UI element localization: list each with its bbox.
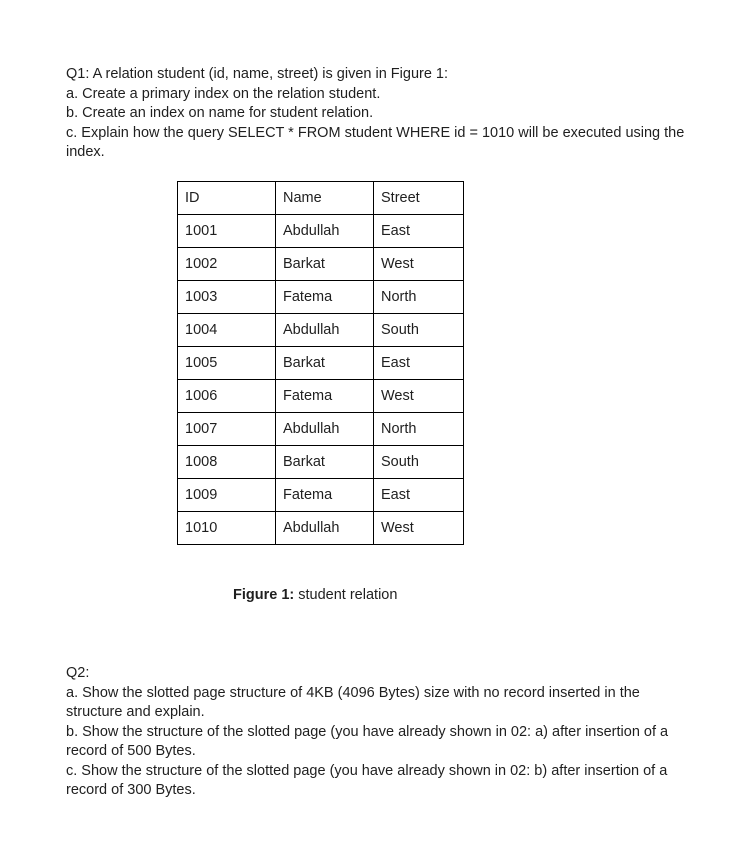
cell-id: 1003 — [178, 281, 276, 314]
cell-name: Fatema — [276, 281, 374, 314]
cell-street: West — [374, 512, 464, 545]
table-row — [178, 314, 464, 347]
cell-id: 1001 — [178, 215, 276, 248]
table-row — [178, 380, 464, 413]
cell-name: Abdullah — [276, 512, 374, 545]
q2-part-a: a. Show the slotted page structure of 4KB (4096 Bytes) size with no record inserted in the structure and explain. — [66, 684, 640, 720]
table-row — [178, 281, 464, 314]
q1-part-b: b. Create an index on name for student relation. — [66, 105, 374, 121]
cell-street: East — [374, 215, 464, 248]
cell-name: Barkat — [276, 347, 374, 380]
cell-id: 1007 — [178, 413, 276, 446]
table-row — [178, 413, 464, 446]
cell-name: Abdullah — [276, 215, 374, 248]
cell-id: 1005 — [178, 347, 276, 380]
table-row — [178, 479, 464, 512]
cell-name: Barkat — [276, 248, 374, 281]
cell-name: Abdullah — [276, 413, 374, 446]
table-header-row — [178, 182, 464, 215]
cell-name: Barkat — [276, 446, 374, 479]
figure-caption — [233, 587, 397, 603]
table-row — [178, 215, 464, 248]
caption-text: student relation — [294, 587, 398, 603]
cell-street: East — [374, 347, 464, 380]
cell-id: 1008 — [178, 446, 276, 479]
cell-id: 1004 — [178, 314, 276, 347]
header-id: ID — [178, 182, 276, 215]
cell-street: South — [374, 314, 464, 347]
caption-label: Figure 1: — [233, 587, 295, 603]
cell-name: Abdullah — [276, 314, 374, 347]
cell-id: 1006 — [178, 380, 276, 413]
cell-id: 1009 — [178, 479, 276, 512]
cell-name: Fatema — [276, 380, 374, 413]
cell-street: North — [374, 413, 464, 446]
header-name: Name — [276, 182, 374, 215]
q1-part-a: a. Create a primary index on the relation student. — [66, 85, 381, 102]
table-row — [178, 512, 464, 545]
question-1 — [66, 65, 686, 163]
q1-part-c: c. Explain how the query SELECT * FROM student WHERE id = 1010 will be executed using the index. — [66, 124, 685, 160]
cell-name: Fatema — [276, 479, 374, 512]
table-row — [178, 347, 464, 380]
cell-street: South — [374, 446, 464, 479]
cell-street: West — [374, 248, 464, 281]
header-street: Street — [374, 182, 464, 215]
cell-street: East — [374, 479, 464, 512]
cell-street: West — [374, 380, 464, 413]
q2-part-b: b. Show the structure of the slotted page (you have already shown in 02: a) after insertion of a record of 500 Bytes. — [66, 723, 669, 759]
table-row — [178, 446, 464, 479]
question-2 — [66, 664, 686, 801]
q2-part-c: c. Show the structure of the slotted page (you have already shown in 02: b) after insertion of a record of 300 Bytes. — [66, 762, 668, 798]
cell-street: North — [374, 281, 464, 314]
cell-id: 1002 — [178, 248, 276, 281]
q1-title: Q1: A relation student (id, name, street) is given in Figure 1: — [66, 66, 449, 82]
student-relation-table — [177, 181, 464, 545]
table-row — [178, 248, 464, 281]
cell-id: 1010 — [178, 512, 276, 545]
q2-title: Q2: — [66, 665, 90, 681]
